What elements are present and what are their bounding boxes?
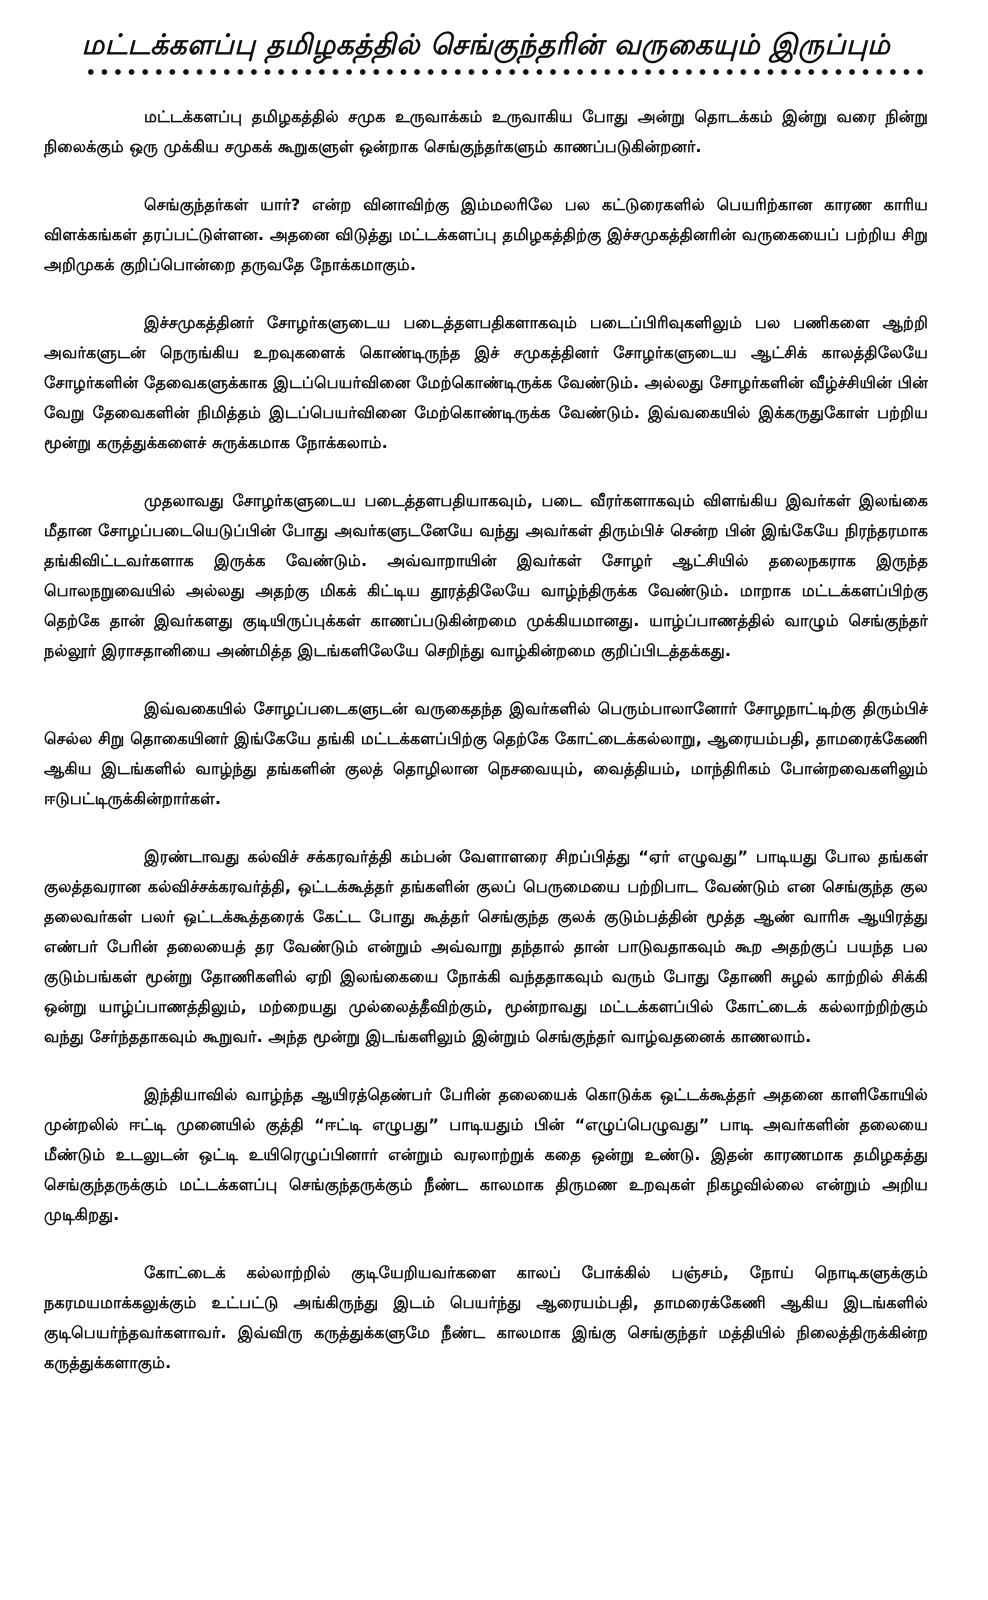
page-title: மட்டக்களப்பு தமிழகத்தில் செங்குந்தரின் வருகையும் இருப்பும் <box>81 28 891 61</box>
paragraph-3: இச்சமுகத்தினர் சோழர்களுடைய படைத்தளபதிகளாகவும் படைப்பிரிவுகளிலும் பல பணிகளை ஆற்றி அவர்களுடன் நெருங்கிய உறவுகளைக் கொண்டிருந்த இச் சமுகத்தினர் சோழர்களுடைய ஆட்சிக் காலத்திலேயே சோழர்களின் தேவைகளுக்காக இடப்பெயர்வினை மேற்கொண்டிருக்க வேண்டும். அல்லது சோழர்களின் வீழ்ச்சியின் பின் வேறு தேவைகளின் நிமித்தம் இடப்பெயர்வினை மேற்கொண்டிருக்க வேண்டும். இவ்வகையில் இக்கருதுகோள் பற்றிய மூன்று கருத்துக்களைச் சுருக்கமாக நோக்கலாம். <box>44 313 928 452</box>
paragraph-1: மட்டக்களப்பு தமிழகத்தில் சமுக உருவாக்கம் உருவாகிய போது அன்று தொடக்கம் இன்று வரை நின்று நிலைக்கும் ஒரு முக்கிய சமுகக் கூறுகளுள் ஒன்றாக செங்குந்தர்களும் காணப்படுகின்றனர். <box>44 107 928 156</box>
paragraph-7: இந்தியாவில் வாழ்ந்த ஆயிரத்தெண்பர் பேரின் தலையைக் கொடுக்க ஒட்டக்கூத்தர் அதனை காளிகோயில் முன்றலில் ஈட்டி முனையில் குத்தி “ஈட்டி எழுபது” பாடியதும் பின் “எழுப்பெழுவது” பாடி அவர்களின் தலையை மீண்டும் உடலுடன் ஒட்டி உயிரெழுப்பினார் என்றும் வரலாற்றுக் கதை ஒன்று உண்டு. இதன் காரணமாக தமிழகத்து செங்குந்தருக்கும் மட்டக்களப்பு செங்குந்தருக்கும் நீண்ட காலமாக திருமண உறவுகள் நிகழவில்லை என்றும் அறிய முடிகிறது. <box>44 1085 928 1224</box>
paragraph-4: முதலாவது சோழர்களுடைய படைத்தளபதியாகவும், படை வீரர்களாகவும் விளங்கிய இவர்கள் இலங்கை மீதான சோழப்படையெடுப்பின் போது அவர்களுடனேயே வந்து அவர்கள் திரும்பிச் சென்ற பின் இங்கேயே நிரந்தரமாக தங்கிவிட்டவர்களாக இருக்க வேண்டும். அவ்வாறாயின் இவர்கள் சோழர் ஆட்சியில் தலைநகராக இருந்த பொலநறுவையில் அல்லது அதற்கு மிகக் கிட்டிய தூரத்திலேயே வாழ்ந்திருக்க வேண்டும். மாறாக மட்டக்களப்பிற்கு தெற்கே தான் இவர்களது குடியிருப்புக்கள் காணப்படுகின்றமை முக்கியமானது. யாழ்ப்பாணத்தில் வாழும் செங்குந்தர் நல்லூர் இராசதானியை அண்மித்த இடங்களிலேயே செறிந்து வாழ்கின்றமை குறிப்பிடத்தக்கது. <box>44 491 928 660</box>
paragraph-2: செங்குந்தர்கள் யார்? என்ற வினாவிற்கு இம்மலரிலே பல கட்டுரைகளில் பெயரிற்கான காரண காரிய விளக்கங்கள் தரப்பட்டுள்ளன. அதனை விடுத்து மட்டக்களப்பு தமிழகத்திற்கு இச்சமுகத்தினரின் வருகையைப் பற்றிய சிறு அறிமுகக் குறிப்பொன்றை தருவதே நோக்கமாகும். <box>44 195 928 274</box>
paragraph-8: கோட்டைக் கல்லாற்றில் குடியேறியவர்களை காலப் போக்கில் பஞ்சம், நோய் நொடிகளுக்கும் நகரமயமாக்கலுக்கும் உட்பட்டு அங்கிருந்து இடம் பெயர்ந்து ஆரையம்பதி, தாமரைக்கேணி ஆகிய இடங்களில் குடிபெயர்ந்தவர்களாவர். இவ்விரு கருத்துக்களுமே நீண்ட காலமாக இங்கு செங்குந்தர் மத்தியில் நிலைத்திருக்கின்ற கருத்துக்களாகும். <box>44 1263 928 1372</box>
paragraph-6: இரண்டாவது கல்விச் சக்கரவர்த்தி கம்பன் வேளாளரை சிறப்பித்து “ஏர் எழுவது” பாடியது போல தங்கள் குலத்தவரான கல்விச்சக்கரவர்த்தி, ஒட்டக்கூத்தர் தங்களின் குலப் பெருமையை பற்றிபாட வேண்டும் என செங்குந்த குல தலைவர்கள் பலர் ஒட்டக்கூத்தரைக் கேட்ட போது கூத்தர் செங்குந்த குலக் குடும்பத்தின் மூத்த ஆண் வாரிசு ஆயிரத்து எண்பர் பேரின் தலையைத் தர வேண்டும் என்றும் அவ்வாறு தந்தால் தான் பாடுவதாகவும் கூற அதற்குப் பயந்த பல குடும்பங்கள் மூன்று தோணிகளில் ஏறி இலங்கையை நோக்கி வந்ததாகவும் வரும் போது தோணி சுழல் காற்றில் சிக்கி ஒன்று யாழ்ப்பாணத்திலும், மற்றையது முல்லைத்தீவிற்கும், மூன்றாவது மட்டக்களப்பில் கோட்டைக் கல்லாற்றிற்கும் வந்து சேர்ந்ததாகவும் கூறுவர். அந்த மூன்று இடங்களிலும் இன்றும் செங்குந்தர் வாழ்வதனைக் காணலாம். <box>44 847 928 1046</box>
paragraph-5: இவ்வகையில் சோழப்படைகளுடன் வருகைதந்த இவர்களில் பெரும்பாலானோர் சோழநாட்டிற்கு திரும்பிச் செல்ல சிறு தொகையினர் இங்கேயே தங்கி மட்டக்களப்பிற்கு தெற்கே கோட்டைக்கல்லாறு, ஆரையம்பதி, தாமரைக்கேணி ஆகிய இடங்களில் வாழ்ந்து தங்களின் குலத் தொழிலான நெசவையும், வைத்தியம், மாந்திரிகம் போன்றவைகளிலும் ஈடுபட்டிருக்கின்றார்கள். <box>44 699 928 808</box>
dotted-divider <box>84 66 924 78</box>
